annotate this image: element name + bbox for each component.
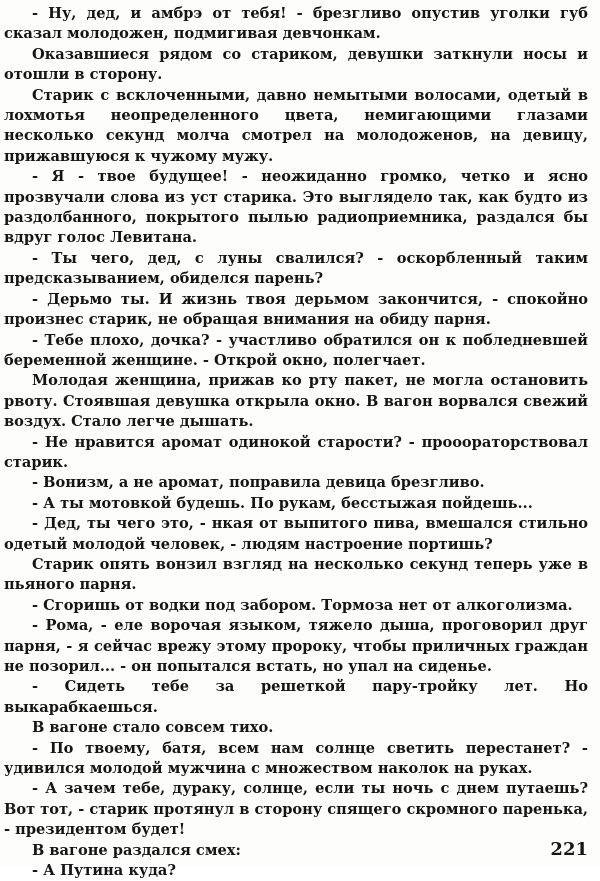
paragraph: - Рома, - еле ворочая языком, тяжело дыша, проговорил друг парня, - я сейчас врежу этому пророку, чтобы приличных граждан не позорил... - он попытался встать, но упал на сиденье. <box>4 617 588 675</box>
paragraph: - Я - твое будущее! - неожиданно громко, четко и ясно прозвучали слова из уст старика. Это выглядело так, как будто из раздолбанного, покрытого пылью радиоприемника, раздался бы вдруг голос Левитана. <box>4 168 588 247</box>
paragraph: - Дерьмо ты. И жизнь твоя дерьмом закончится, - спокойно произнес старик, не обращая внимания на обиду парня. <box>4 290 588 329</box>
paragraph: - Сидеть тебе за решеткой пару-тройку лет. Но выкарабкаешься. <box>4 678 588 716</box>
paragraph: - Дед, ты чего это, - нкая от выпитого пива, вмешался стильно одетый молодой человек, - людям настроение портишь? <box>4 515 588 553</box>
paragraph: Оказавшиеся рядом со стариком, девушки заткнули носы и отошли в сторону. <box>4 45 588 84</box>
paragraph: Старик опять вонзил взгляд на несколько секунд теперь уже в пьяного парня. <box>4 555 588 594</box>
paragraph: - Ну, дед, и амбрэ от тебя! - брезгливо опустив уголки губ сказал молодожен, подмигивая девчонкам. <box>4 5 588 43</box>
paragraph: - Вонизм, а не аромат, поправила девица брезгливо. <box>32 474 485 492</box>
paragraph: - По твоему, батя, всем нам солнце светить перестанет? - удивился молодой мужчина с множеством наколок на руках. <box>4 739 588 778</box>
paragraph: - Ты чего, дед, с луны свалился? - оскорбленный таким предсказыванием, обиделся парень? <box>4 249 588 288</box>
paragraph: - А зачем тебе, дураку, солнце, если ты ночь с днем путаешь? Вот тот, - старик протянул в сторону спящего скромного паренька, - президентом будет! <box>4 780 588 839</box>
paragraph: - Не нравится аромат одинокой старости? - прооораторствовал старик. <box>4 433 588 471</box>
paragraph: Старик с всклоченными, давно немытыми волосами, одетый в лохмотья неопределенного цвета, немигающими глазами несколько секунд молча смотрел на молодоженов, на девицу, прижавшуюся к чужому мужу. <box>4 86 588 165</box>
paragraph: - А Путина куда? <box>32 862 176 880</box>
page-text <box>4 4 588 881</box>
page-number: 221 <box>550 839 588 860</box>
paragraph: - А ты мотовкой будешь. По рукам, бесстыжая пойдешь... <box>32 494 533 512</box>
paragraph: В вагоне стало совсем тихо. <box>32 719 274 737</box>
paragraph: - Тебе плохо, дочка? - участливо обратился он к побледневшей беременной женщине. - Открой окно, полегчает. <box>4 331 588 369</box>
paragraph: - Сгоришь от водки под забором. Тормоза нет от алкоголизма. <box>32 596 573 614</box>
paragraph: Молодая женщина, прижав ко рту пакет, не могла остановить рвоту. Стоявшая девушка открыла окно. В вагон ворвался свежий воздух. Стало легче дышать. <box>4 372 588 431</box>
paragraph: В вагоне раздался смех: <box>32 841 241 859</box>
